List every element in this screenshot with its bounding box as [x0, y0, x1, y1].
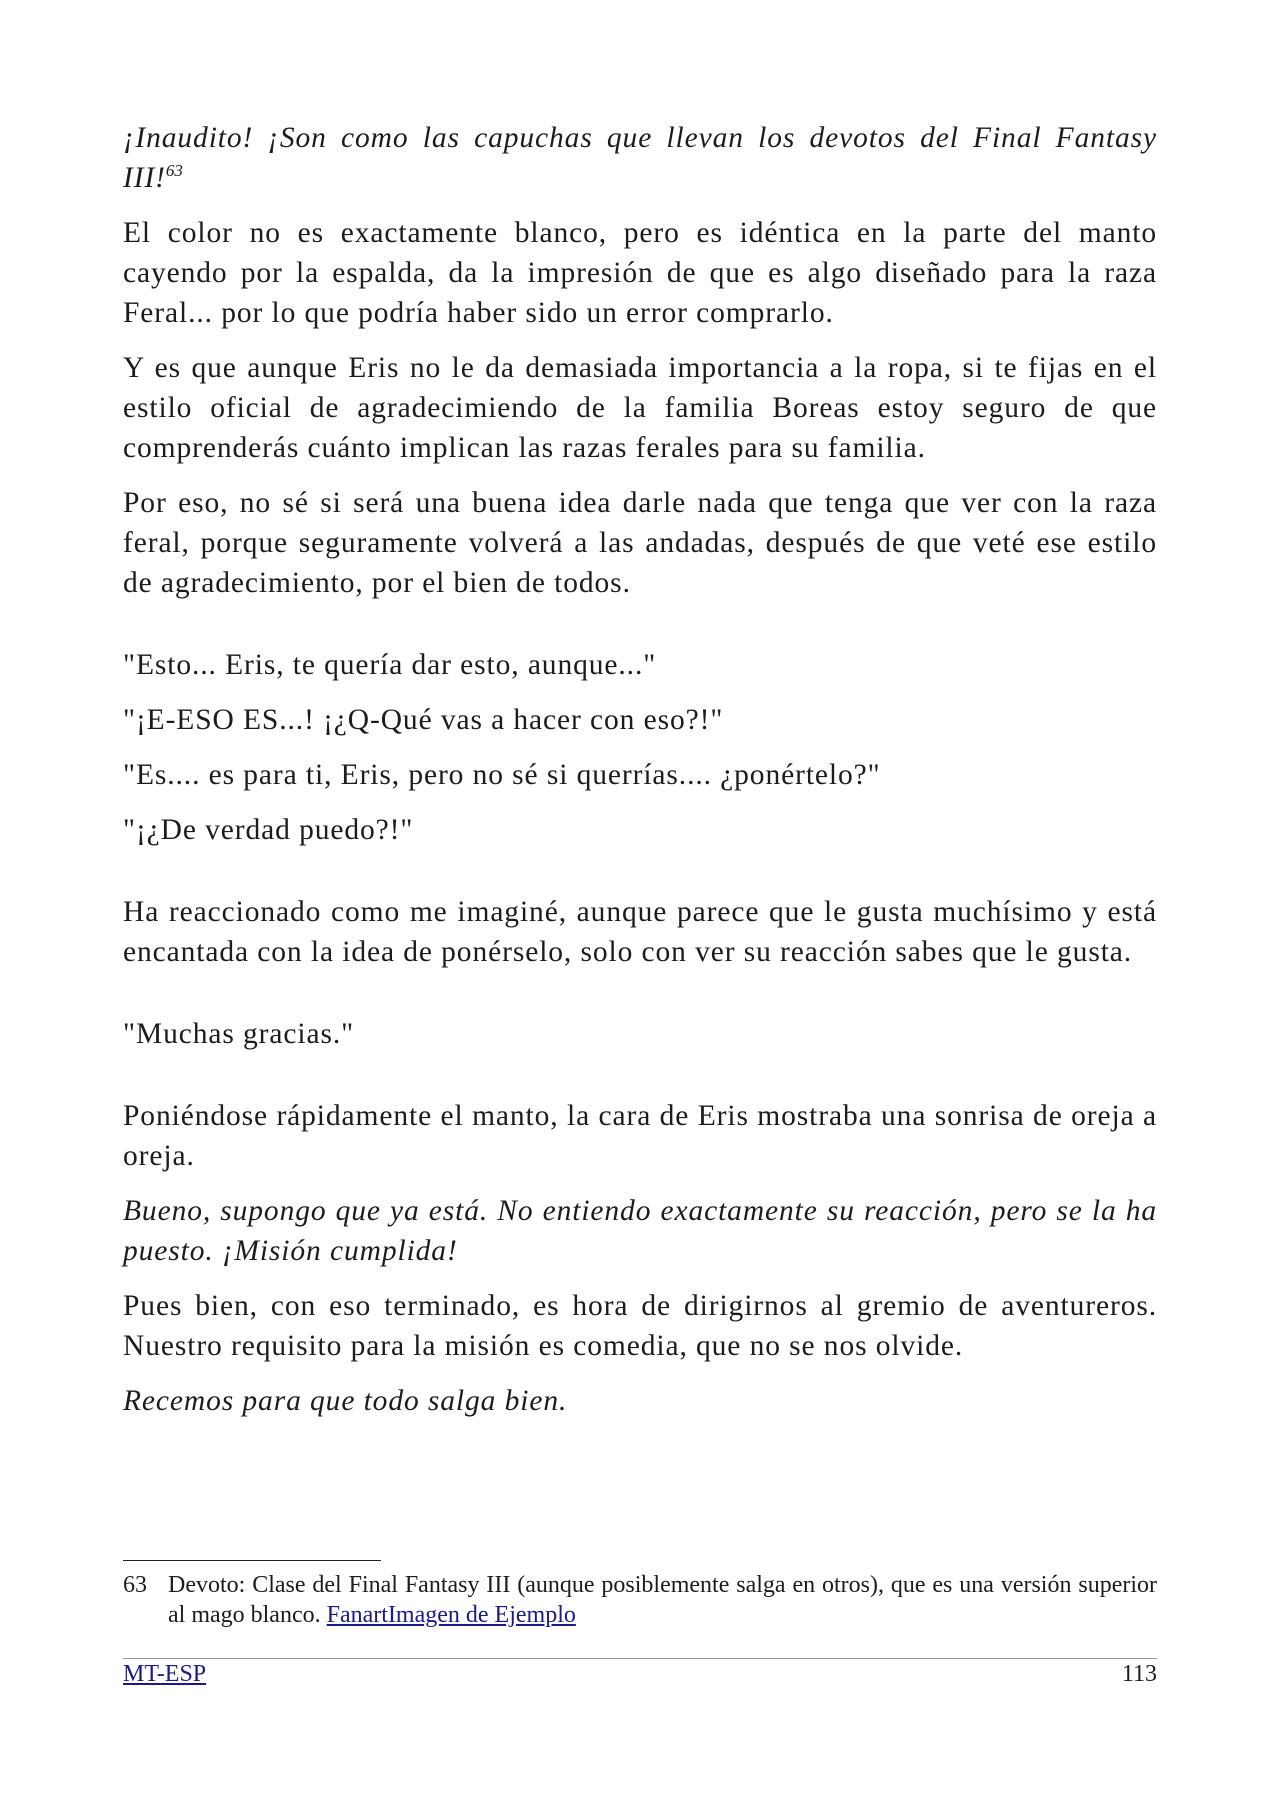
footnote-marker[interactable]: 63: [165, 161, 183, 181]
paragraph: El color no es exactamente blanco, pero es idéntica en la parte del manto cayendo por la espalda, da la impresión de que es algo diseñado para la raza Feral... por lo que podría haber sido un error comprarlo.: [123, 217, 1157, 329]
footer-divider: [123, 1658, 1157, 1659]
footer-site-link[interactable]: MT-ESP: [123, 1661, 207, 1687]
dialogue-line: "Esto... Eris, te quería dar esto, aunque...": [123, 649, 657, 681]
paragraph: Pues bien, con eso terminado, es hora de dirigirnos al gremio de aventureros. Nuestro requisito para la misión es comedia, que no se nos olvide.: [123, 1290, 1157, 1362]
footnote: [123, 1570, 1157, 1630]
dialogue-line: "Muchas gracias.": [123, 1018, 355, 1050]
fanart-link[interactable]: Fanart: [326, 1602, 388, 1628]
paragraph: ¡Inaudito! ¡Son como las capuchas que llevan los devotos del Final Fantasy III!$^{63}$: [123, 122, 1157, 194]
paragraph: Ha reaccionado como me imaginé, aunque parece que le gusta muchísimo y está encantada con la idea de ponérselo, solo con ver su reacción sabes que le gusta.: [123, 896, 1157, 968]
dialogue-line: "¡¿De verdad puedo?!": [123, 814, 414, 846]
paragraph: Recemos para que todo salga bien.: [123, 1385, 568, 1417]
paragraph: Bueno, supongo que ya está. No entiendo exactamente su reacción, pero se la ha puesto. ¡Misión cumplida!: [123, 1195, 1157, 1267]
page-number: 113: [1121, 1661, 1157, 1687]
paragraph: Poniéndose rápidamente el manto, la cara de Eris mostraba una sonrisa de oreja a oreja.: [123, 1100, 1157, 1172]
footnote-number: 63: [123, 1572, 147, 1598]
paragraph: Y es que aunque Eris no le da demasiada importancia a la ropa, si te fijas en el estilo oficial de agradecimiendo de la familia Boreas estoy seguro de que comprenderás cuánto implican las razas ferales para su familia.: [123, 352, 1157, 464]
dialogue-line: "Es.... es para ti, Eris, pero no sé si querrías.... ¿ponértelo?": [123, 759, 881, 791]
footnote-separator: [123, 1560, 381, 1561]
body-text: [123, 118, 1157, 1436]
paragraph: Por eso, no sé si será una buena idea darle nada que tenga que ver con la raza feral, porque seguramente volverá a las andadas, después de que veté ese estilo de agradecimiento, por el bien de todos.: [123, 487, 1157, 599]
example-image-link[interactable]: Imagen de Ejemplo: [387, 1602, 576, 1628]
footnote-text: Devoto: Clase del Final Fantasy III (aunque posiblemente salga en otros), que es una versión superior al mago blanco. FanartImagen de Ejemplo: [168, 1572, 1157, 1628]
dialogue-line: "¡E-ESO ES...! ¡¿Q-Qué vas a hacer con eso?!": [123, 704, 724, 736]
